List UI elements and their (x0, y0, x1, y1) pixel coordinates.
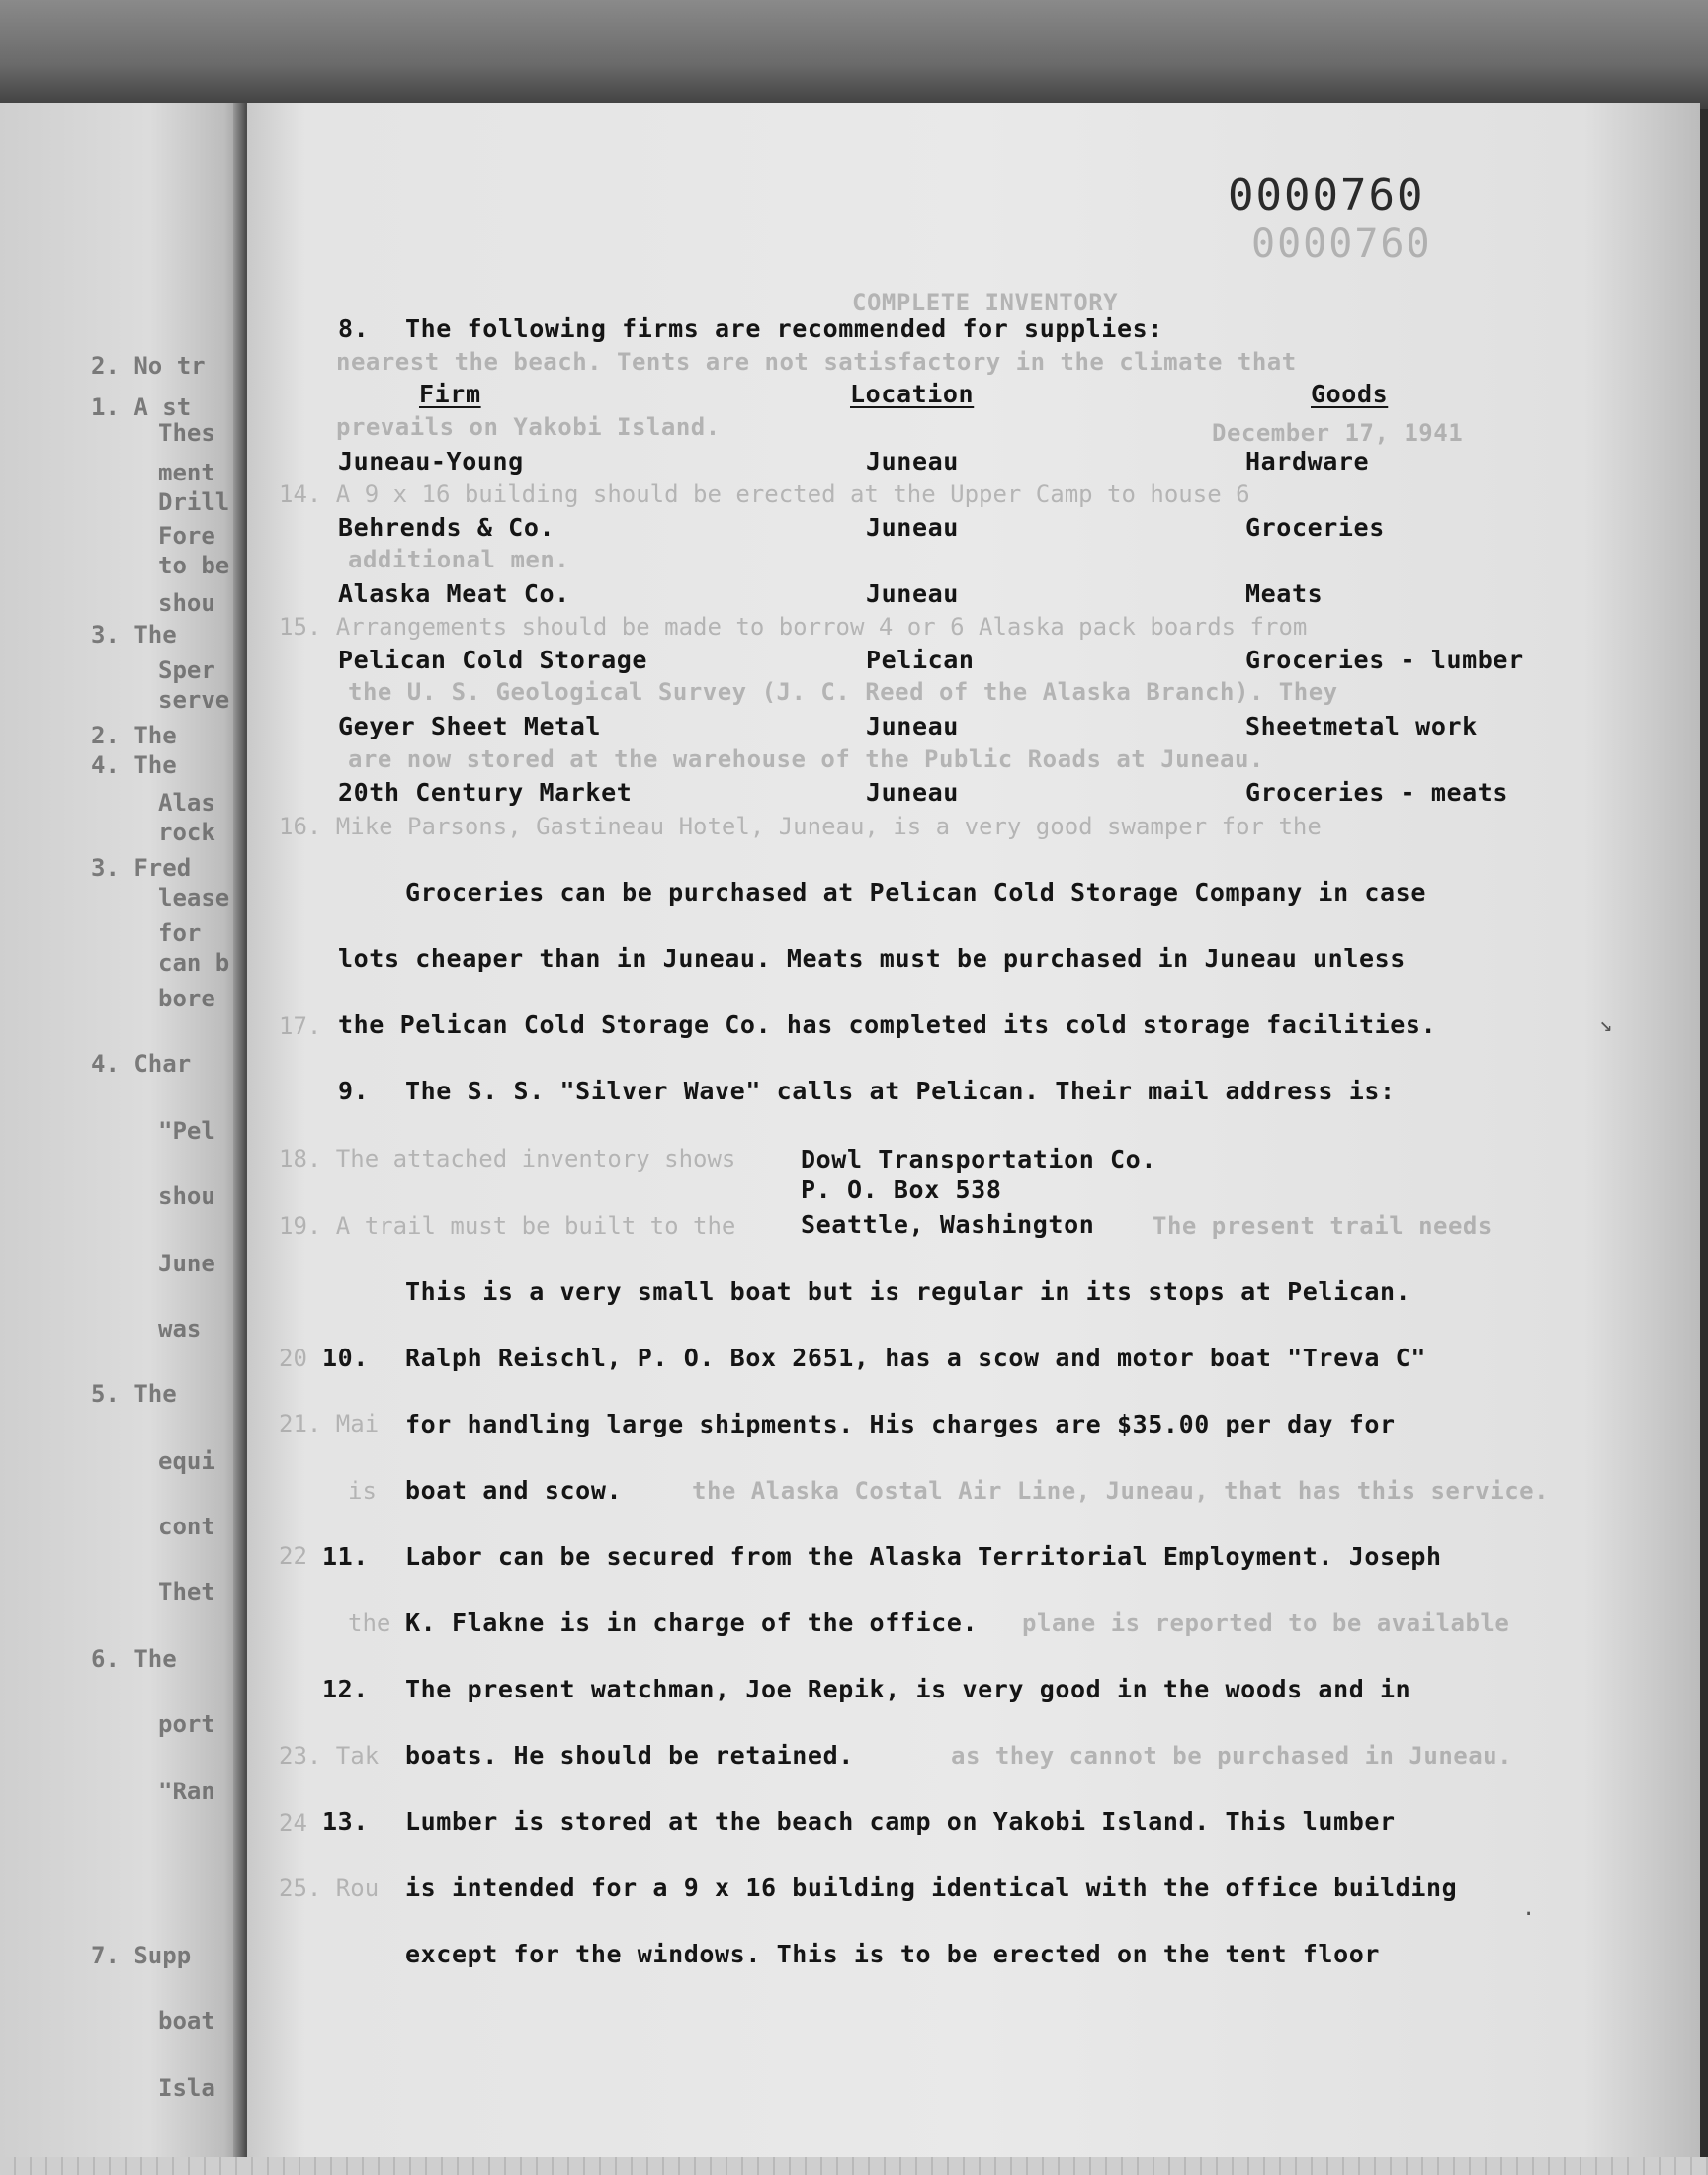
supplier-goods: Groceries - meats (1245, 778, 1509, 807)
bleed-line: are now stored at the warehouse of the Public Roads at Juneau. (348, 745, 1264, 773)
item-13-line: except for the windows. This is to be erected on the tent floor (405, 1940, 1381, 1968)
left-page-fragment: lease (158, 884, 230, 912)
item-9-note: This is a very small boat but is regular in its stops at Pelican. (405, 1277, 1411, 1306)
supplier-location: Juneau (866, 712, 959, 740)
left-page-fragment: bore (158, 985, 215, 1012)
item-10-line: for handling large shipments. His charges are $35.00 per day for (405, 1410, 1396, 1438)
bleed-line: 15. Arrangements should be made to borrow 4 or 6 Alaska pack boards from (279, 613, 1308, 641)
left-page-fragment: ment (158, 459, 215, 486)
bleed-line: the Alaska Costal Air Line, Juneau, that has this service. (692, 1477, 1550, 1505)
supplier-firm: Pelican Cold Storage (338, 646, 648, 674)
bleed-date: December 17, 1941 (1212, 419, 1464, 447)
left-page-fragment: 4. Char (91, 1050, 192, 1078)
item-12-line: boats. He should be retained. (405, 1741, 854, 1770)
left-page-fragment: 5. The (91, 1380, 177, 1408)
supplier-location: Pelican (866, 646, 975, 674)
item-13-line: Lumber is stored at the beach camp on Yakobi Island. This lumber (405, 1807, 1396, 1836)
item-8-text: The following firms are recommended for supplies: (405, 314, 1163, 343)
left-page-fragment: Alas (158, 789, 215, 817)
bleed-line: 22 (279, 1542, 307, 1570)
bleed-line: 23. Tak (279, 1742, 380, 1770)
bleed-line: nearest the beach. Tents are not satisfactory in the climate that (336, 348, 1297, 376)
left-page-fragment: 6. The (91, 1645, 177, 1673)
left-page-fragment: "Ran (158, 1778, 215, 1805)
bleed-line: 16. Mike Parsons, Gastineau Hotel, Juneau, is a very good swamper for the (279, 813, 1322, 840)
left-page-fragment: shou (158, 1182, 215, 1210)
item-10-number: 10. (322, 1344, 369, 1372)
bleed-line: the (348, 1610, 391, 1637)
left-page-fragment: Thes (158, 419, 215, 447)
document-number-bleed: 0000760 (1251, 221, 1432, 267)
left-page-fragment: 1. A st (91, 393, 192, 421)
left-page-fragment: for (158, 919, 202, 947)
item-9-text: The S. S. "Silver Wave" calls at Pelican. Their mail address is: (405, 1077, 1396, 1105)
column-header-location: Location (850, 380, 975, 408)
left-page-fragment: "Pel (158, 1117, 215, 1145)
item-10-line: boat and scow. (405, 1476, 623, 1505)
item-13-number: 13. (322, 1807, 369, 1836)
margin-tick-mark: ↘ (1599, 1012, 1613, 1037)
margin-dot-mark: · (1522, 1902, 1536, 1927)
bleed-line: is (348, 1477, 377, 1505)
bleed-line: 19. A trail must be built to the (279, 1212, 736, 1240)
left-page-fragment: Sper (158, 656, 215, 684)
column-header-firm: Firm (419, 380, 481, 408)
bleed-line: 24 (279, 1809, 307, 1837)
mail-address-line: P. O. Box 538 (801, 1175, 1002, 1204)
left-page-fragment: shou (158, 589, 215, 617)
bleed-line: plane is reported to be available (1022, 1610, 1510, 1637)
supplier-goods: Groceries (1245, 513, 1385, 542)
column-header-goods: Goods (1311, 380, 1389, 408)
supplier-goods: Groceries - lumber (1245, 646, 1524, 674)
bleed-line: the U. S. Geological Survey (J. C. Reed of the Alaska Branch). They (348, 678, 1338, 706)
groceries-paragraph-line: lots cheaper than in Juneau. Meats must be purchased in Juneau unless (338, 944, 1406, 973)
left-page-fragment: 3. Fred (91, 854, 192, 882)
supplier-goods: Sheetmetal work (1245, 712, 1478, 740)
left-page-fragment: 2. The (91, 722, 177, 749)
left-page-fragment: port (158, 1710, 215, 1738)
bleed-line: 20 (279, 1345, 307, 1372)
left-page-fragment: cont (158, 1513, 215, 1540)
left-page-fragment: to be (158, 552, 230, 579)
scanner-top-shadow (0, 0, 1708, 109)
left-page-fragment: 7. Supp (91, 1942, 192, 1969)
item-8-number: 8. (338, 314, 370, 343)
supplier-goods: Meats (1245, 579, 1324, 608)
item-13-line: is intended for a 9 x 16 building identical with the office building (405, 1873, 1458, 1902)
bleed-line: 25. Rou (279, 1874, 380, 1902)
bleed-heading: COMPLETE INVENTORY (852, 289, 1119, 316)
supplier-goods: Hardware (1245, 447, 1370, 476)
bleed-line: prevails on Yakobi Island. (336, 413, 721, 441)
main-page (247, 103, 1700, 2159)
left-facing-page (0, 103, 249, 2159)
left-page-fragment: boat (158, 2007, 215, 2035)
left-page-fragment: 2. No tr (91, 352, 206, 380)
supplier-firm: Alaska Meat Co. (338, 579, 570, 608)
left-page-fragment: 3. The (91, 621, 177, 649)
bleed-line: 14. A 9 x 16 building should be erected at the Upper Camp to house 6 (279, 480, 1250, 508)
bleed-line: 18. The attached inventory shows (279, 1145, 736, 1173)
bleed-line: 17. (279, 1012, 322, 1040)
item-11-line: Labor can be secured from the Alaska Territorial Employment. Joseph (405, 1542, 1442, 1571)
supplier-location: Juneau (866, 579, 959, 608)
left-page-fragment: Drill (158, 488, 230, 516)
item-11-number: 11. (322, 1542, 369, 1571)
left-page-fragment: Thet (158, 1578, 215, 1606)
mail-address-line: Dowl Transportation Co. (801, 1145, 1156, 1174)
supplier-location: Juneau (866, 447, 959, 476)
left-page-fragment: Isla (158, 2074, 215, 2102)
left-page-fragment: equi (158, 1447, 215, 1475)
item-11-line: K. Flakne is in charge of the office. (405, 1609, 979, 1637)
left-page-fragment: June (158, 1250, 215, 1277)
left-page-fragment: serve (158, 686, 230, 714)
bleed-line: 21. Mai (279, 1410, 380, 1437)
groceries-paragraph-line: Groceries can be purchased at Pelican Cold Storage Company in case (405, 878, 1426, 907)
bleed-line: The present trail needs (1153, 1212, 1493, 1240)
supplier-firm: 20th Century Market (338, 778, 633, 807)
document-number-stamp: 0000760 (1228, 170, 1425, 220)
item-12-line: The present watchman, Joe Repik, is very good in the woods and in (405, 1675, 1411, 1703)
supplier-firm: Behrends & Co. (338, 513, 555, 542)
supplier-location: Juneau (866, 513, 959, 542)
item-9-number: 9. (338, 1077, 370, 1105)
left-page-fragment: was (158, 1315, 202, 1343)
supplier-firm: Juneau-Young (338, 447, 524, 476)
left-page-fragment: can b (158, 949, 230, 977)
bleed-line: as they cannot be purchased in Juneau. (951, 1742, 1513, 1770)
supplier-firm: Geyer Sheet Metal (338, 712, 602, 740)
left-page-fragment: 4. The (91, 751, 177, 779)
groceries-paragraph-line: the Pelican Cold Storage Co. has completed its cold storage facilities. (338, 1010, 1437, 1039)
left-page-fragment: rock (158, 819, 215, 846)
item-10-line: Ralph Reischl, P. O. Box 2651, has a scow and motor boat "Treva C" (405, 1344, 1426, 1372)
left-page-fragment: Fore (158, 522, 215, 550)
mail-address-line: Seattle, Washington (801, 1210, 1095, 1239)
bleed-line: additional men. (348, 546, 570, 573)
item-12-number: 12. (322, 1675, 369, 1703)
supplier-location: Juneau (866, 778, 959, 807)
scanner-bottom-strip (0, 2157, 1708, 2175)
